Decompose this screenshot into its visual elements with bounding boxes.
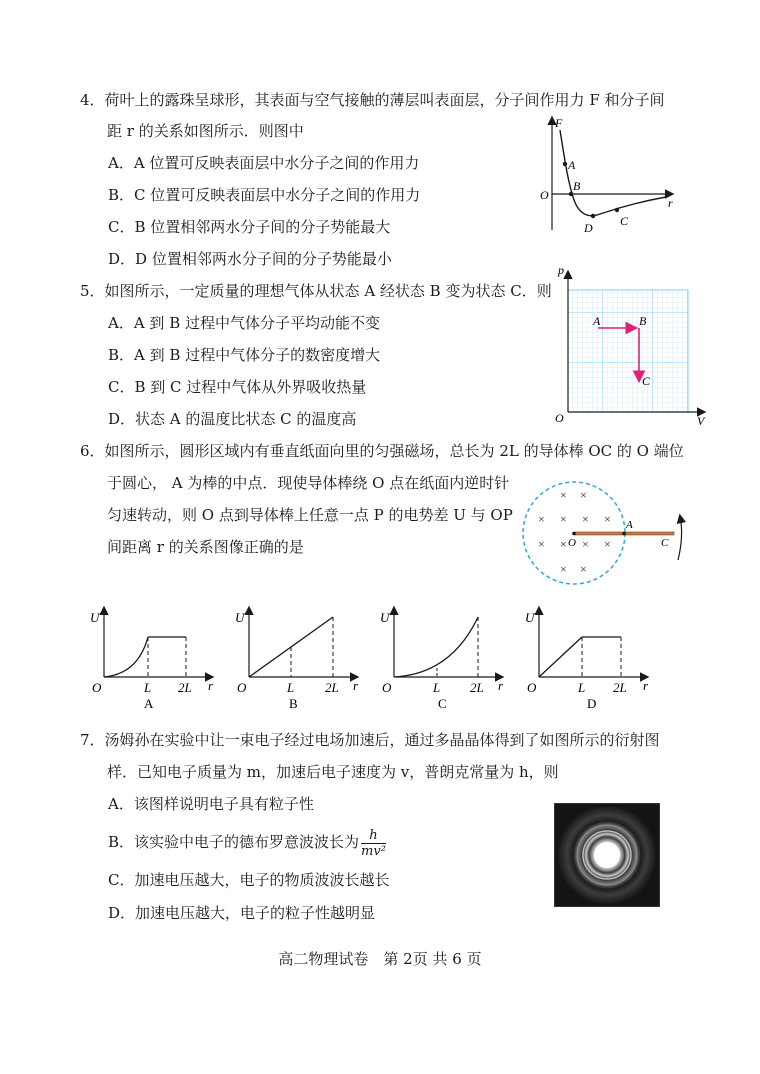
q6c-x-label: r (498, 678, 504, 693)
q6-graph-c (376, 602, 510, 712)
q6c-y-label: U (380, 610, 390, 625)
svg-text:×: × (580, 488, 587, 502)
q7-option-b (108, 824, 386, 860)
q6d-tick-l: L (578, 680, 586, 695)
q4-label-c: C (620, 214, 629, 228)
q6c-origin: O (382, 680, 392, 695)
q7-wavelength-fraction (361, 828, 386, 859)
q4-option-d: D．D 位置相邻两水分子间的分子势能最小 (108, 250, 392, 268)
q6b-y-label: U (235, 610, 245, 625)
svg-text:×: × (582, 537, 589, 551)
svg-text:×: × (604, 512, 611, 526)
q6d-x-label: r (643, 678, 649, 693)
svg-text:×: × (538, 537, 545, 551)
q6-stem-line3: 匀速转动，则 O 点到导体棒上任意一点 P 的电势差 U 与 OP (107, 506, 513, 524)
q7-option-b-text: B．该实验中电子的德布罗意波波长为 (108, 833, 360, 851)
q4-origin: O (540, 188, 549, 202)
svg-text:×: × (560, 488, 567, 502)
q4-label-d: D (584, 221, 593, 235)
q6a-curve (104, 637, 148, 677)
q6c-tick-2l: 2L (470, 680, 484, 695)
q6a-y-label: U (90, 610, 100, 625)
svg-text:×: × (580, 562, 587, 576)
q6a-tick-2l: 2L (178, 680, 192, 695)
q4-x-label: r (668, 196, 673, 210)
q6-stem-line2: 于圆心， A 为棒的中点．现使导体棒绕 O 点在纸面内逆时针 (107, 474, 510, 492)
q4-option-b: B．C 位置可反映表面层中水分子之间的作用力 (108, 186, 421, 204)
q6a-caption: A (144, 696, 154, 711)
q6-stem-line4: 间距离 r 的关系图像正确的是 (107, 538, 304, 556)
q6-graph-a (86, 602, 220, 712)
q5-stem: 5．如图所示，一定质量的理想气体从状态 A 经状态 B 变为状态 C．则 (80, 282, 552, 300)
q4-option-a: A．A 位置可反映表面层中水分子之间的作用力 (108, 154, 420, 172)
q7-stem-line1: 7．汤姆孙在实验中让一束电子经过电场加速后，通过多晶晶体得到了如图所示的衍射图 (80, 731, 660, 749)
q4-force-curve (560, 130, 666, 216)
q6a-tick-l: L (144, 680, 152, 695)
q4-stem-line1: 4．荷叶上的露珠呈球形，其表面与空气接触的薄层叫表面层，分子间作用力 F 和分子间 (80, 91, 665, 109)
q6-rotation-arrow (678, 516, 682, 560)
q7-option-c: C．加速电压越大，电子的物质波波长越长 (108, 871, 390, 889)
q5-label-a: A (593, 314, 601, 328)
q6-magnetic-field-figure (518, 476, 694, 590)
q7-fraction-denominator: mv² (361, 843, 386, 859)
q5-y-label: p (558, 263, 564, 277)
q5-x-label: V (697, 414, 705, 428)
q6d-line (539, 637, 582, 677)
q6-point-o (572, 532, 576, 536)
q5-option-a: A．A 到 B 过程中气体分子平均动能不变 (108, 314, 380, 332)
q6-label-o: O (568, 537, 576, 549)
q5-option-c: C．B 到 C 过程中气体从外界吸收热量 (108, 378, 367, 396)
q6b-caption: B (289, 696, 298, 711)
q6-graph-b (231, 602, 365, 712)
q7-stem-line2: 样．已知电子质量为 m，加速后电子速度为 v，普朗克常量为 h，则 (107, 763, 559, 781)
q6b-origin: O (237, 680, 247, 695)
page-footer: 高二物理试卷 第 2页 共 6 页 (278, 950, 482, 968)
svg-text:×: × (604, 537, 611, 551)
q4-y-label: F (555, 116, 563, 130)
svg-text:×: × (560, 562, 567, 576)
svg-text:×: × (538, 512, 545, 526)
q4-point-d (591, 214, 595, 218)
q6-label-c: C (661, 537, 669, 549)
q6b-tick-l: L (287, 680, 295, 695)
q4-force-graph (538, 112, 680, 236)
q6d-y-label: U (525, 610, 535, 625)
q5-pv-graph (552, 262, 712, 428)
q4-point-a (563, 162, 567, 166)
q4-label-b: B (573, 179, 581, 193)
q7-fraction-numerator: h (361, 828, 386, 844)
q6d-tick-2l: 2L (613, 680, 627, 695)
q5-grid (568, 290, 688, 412)
q7-diffraction-pattern-image (554, 803, 660, 907)
q6-point-a (622, 532, 626, 536)
q6b-x-label: r (353, 678, 359, 693)
svg-text:×: × (582, 512, 589, 526)
svg-text:×: × (560, 537, 567, 551)
q6a-origin: O (92, 680, 102, 695)
q7-option-a: A．该图样说明电子具有粒子性 (108, 795, 314, 813)
q6c-tick-l: L (433, 680, 441, 695)
q6d-caption: D (587, 696, 597, 711)
q6c-caption: C (438, 696, 447, 711)
q6d-origin: O (527, 680, 537, 695)
q4-stem-line2: 距 r 的关系如图所示．则图中 (107, 122, 304, 140)
q4-point-c (615, 208, 619, 212)
svg-text:×: × (560, 512, 567, 526)
q6b-tick-2l: 2L (325, 680, 339, 695)
q6-graph-d (521, 602, 655, 712)
q5-label-c: C (642, 374, 651, 388)
q6a-x-label: r (208, 678, 214, 693)
q4-label-a: A (568, 158, 576, 172)
q6-label-a: A (626, 519, 633, 531)
q5-origin: O (555, 411, 564, 425)
q5-label-b: B (639, 314, 647, 328)
q5-option-b: B．A 到 B 过程中气体分子的数密度增大 (108, 346, 381, 364)
q5-option-d: D．状态 A 的温度比状态 C 的温度高 (108, 410, 357, 428)
q7-option-d: D．加速电压越大，电子的粒子性越明显 (108, 904, 376, 922)
q4-option-c: C．B 位置相邻两水分子间的分子势能最大 (108, 218, 391, 236)
q6c-curve (394, 617, 478, 677)
q6-stem-line1: 6．如图所示，圆形区域内有垂直纸面向里的匀强磁场，总长为 2L 的导体棒 OC 的 O 端位 (80, 442, 684, 460)
